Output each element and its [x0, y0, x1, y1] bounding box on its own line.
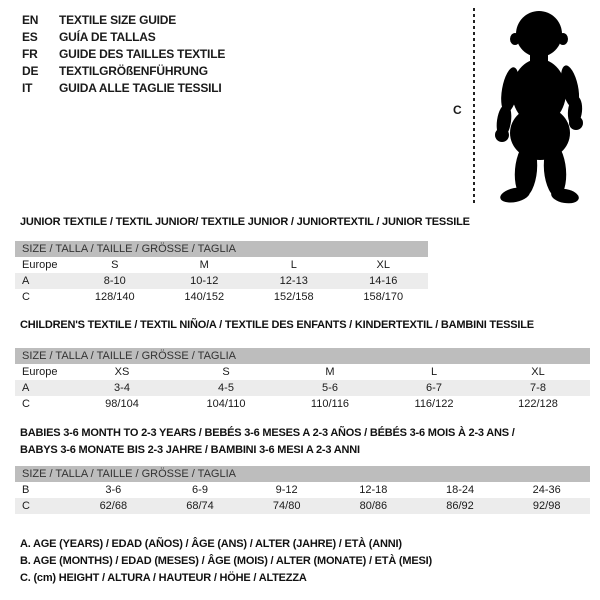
language-row: [22, 12, 225, 29]
language-row: [22, 80, 225, 97]
row-label: C: [22, 500, 30, 512]
babies-size-table: [15, 466, 590, 514]
footnote-age-years: A. AGE (YEARS) / EDAD (AÑOS) / ÂGE (ANS) / ALTER (JAHRE) / ETÀ (ANNI): [20, 538, 402, 550]
size-header-label: SIZE / TALLA / TAILLE / GRÖSSE / TAGLIA: [22, 468, 236, 480]
table-row: [15, 482, 590, 498]
language-code: IT: [22, 81, 33, 95]
cell-value: 152/158: [273, 291, 314, 303]
cell-value: XL: [531, 366, 545, 378]
size-header-row: [15, 241, 428, 257]
cell-value: 128/140: [94, 291, 135, 303]
cell-value: 98/104: [105, 398, 139, 410]
height-label-c: C: [453, 103, 462, 117]
cell-value: XL: [376, 259, 390, 271]
section-title-babies-line2: BABYS 3-6 MONATE BIS 2-3 JAHRE / BAMBINI 3-6 MESI A 2-3 ANNI: [20, 444, 360, 456]
cell-value: 3-4: [114, 382, 130, 394]
language-code: FR: [22, 47, 38, 61]
cell-value: 14-16: [369, 275, 398, 287]
cell-value: 140/152: [184, 291, 225, 303]
table-row: [15, 396, 590, 412]
size-header-label: SIZE / TALLA / TAILLE / GRÖSSE / TAGLIA: [22, 243, 236, 255]
language-row: [22, 29, 225, 46]
cell-value: 12-18: [359, 484, 388, 496]
row-label: C: [22, 291, 30, 303]
cell-value: 80/86: [359, 500, 388, 512]
language-title-block: [22, 12, 225, 97]
size-header-row: [15, 466, 590, 482]
language-code: EN: [22, 13, 39, 27]
cell-value: 9-12: [275, 484, 298, 496]
cell-value: 8-10: [103, 275, 126, 287]
cell-value: 86/92: [446, 500, 474, 512]
table-row: [15, 257, 428, 273]
cell-value: 3-6: [105, 484, 122, 496]
cell-value: 110/116: [310, 398, 350, 410]
guide-title: GUÍA DE TALLAS: [59, 30, 156, 44]
guide-title: GUIDA ALLE TAGLIE TESSILI: [59, 81, 222, 95]
cell-value: S: [222, 366, 230, 378]
language-row: [22, 46, 225, 63]
row-label: Europe: [22, 366, 58, 378]
guide-title: TEXTILE SIZE GUIDE: [59, 13, 177, 27]
footnote-height-cm: C. (cm) HEIGHT / ALTURA / HAUTEUR / HÖHE / ALTEZZA: [20, 572, 307, 584]
cell-value: 68/74: [186, 500, 214, 512]
cell-value: L: [430, 366, 438, 378]
size-header-label: SIZE / TALLA / TAILLE / GRÖSSE / TAGLIA: [22, 350, 236, 362]
guide-title: GUIDE DES TAILLES TEXTILE: [59, 47, 226, 61]
cell-value: 18-24: [445, 484, 475, 496]
height-measure-line: [473, 8, 475, 206]
row-label: A: [22, 382, 30, 394]
language-code: DE: [22, 64, 39, 78]
cell-value: 7-8: [530, 382, 546, 394]
cell-value: 74/80: [272, 500, 301, 512]
section-title-junior: JUNIOR TEXTILE / TEXTIL JUNIOR/ TEXTILE JUNIOR / JUNIORTEXTIL / JUNIOR TESSILE: [20, 216, 470, 228]
table-row: [15, 364, 590, 380]
table-row: [15, 273, 428, 289]
cell-value: 10-12: [190, 275, 219, 287]
baby-silhouette-icon: [484, 7, 596, 209]
row-label: C: [22, 398, 30, 410]
cell-value: 24-36: [532, 484, 561, 496]
cell-value: 92/98: [532, 500, 561, 512]
cell-value: 4-5: [218, 382, 234, 394]
cell-value: XS: [114, 366, 130, 378]
section-title-babies-line1: BABIES 3-6 MONTH TO 2-3 YEARS / BEBÉS 3-6 MESES A 2-3 AÑOS / BÉBÉS 3-6 MOIS À 2-3 ANS /: [20, 427, 515, 439]
junior-size-table: [15, 241, 428, 305]
children-size-table: [15, 348, 590, 412]
size-header-row: [15, 348, 590, 364]
table-row: [15, 380, 590, 396]
cell-value: 6-9: [192, 484, 208, 496]
cell-value: 122/128: [518, 398, 558, 410]
footnote-age-months: B. AGE (MONTHS) / EDAD (MESES) / ÂGE (MOIS) / ALTER (MONATE) / ETÀ (MESI): [20, 555, 432, 567]
cell-value: M: [199, 259, 209, 271]
cell-value: 104/110: [206, 398, 246, 410]
table-row: [15, 289, 428, 305]
guide-title: TEXTILGRÖßENFÜHRUNG: [59, 64, 208, 78]
cell-value: M: [325, 366, 335, 378]
row-label: A: [22, 275, 30, 287]
cell-value: 12-13: [279, 275, 308, 287]
language-code: ES: [22, 30, 38, 44]
cell-value: 158/170: [363, 291, 404, 303]
cell-value: 5-6: [322, 382, 338, 394]
cell-value: 6-7: [426, 382, 442, 394]
cell-value: 62/68: [99, 500, 128, 512]
row-label: Europe: [22, 259, 58, 271]
section-title-children: CHILDREN'S TEXTILE / TEXTIL NIÑO/A / TEXTILE DES ENFANTS / KINDERTEXTIL / BAMBINI TESSILE: [20, 319, 534, 331]
table-row: [15, 498, 590, 514]
cell-value: S: [111, 259, 119, 271]
cell-value: L: [290, 259, 297, 271]
language-row: [22, 63, 225, 80]
cell-value: 116/122: [414, 398, 454, 410]
row-label: B: [22, 484, 30, 496]
